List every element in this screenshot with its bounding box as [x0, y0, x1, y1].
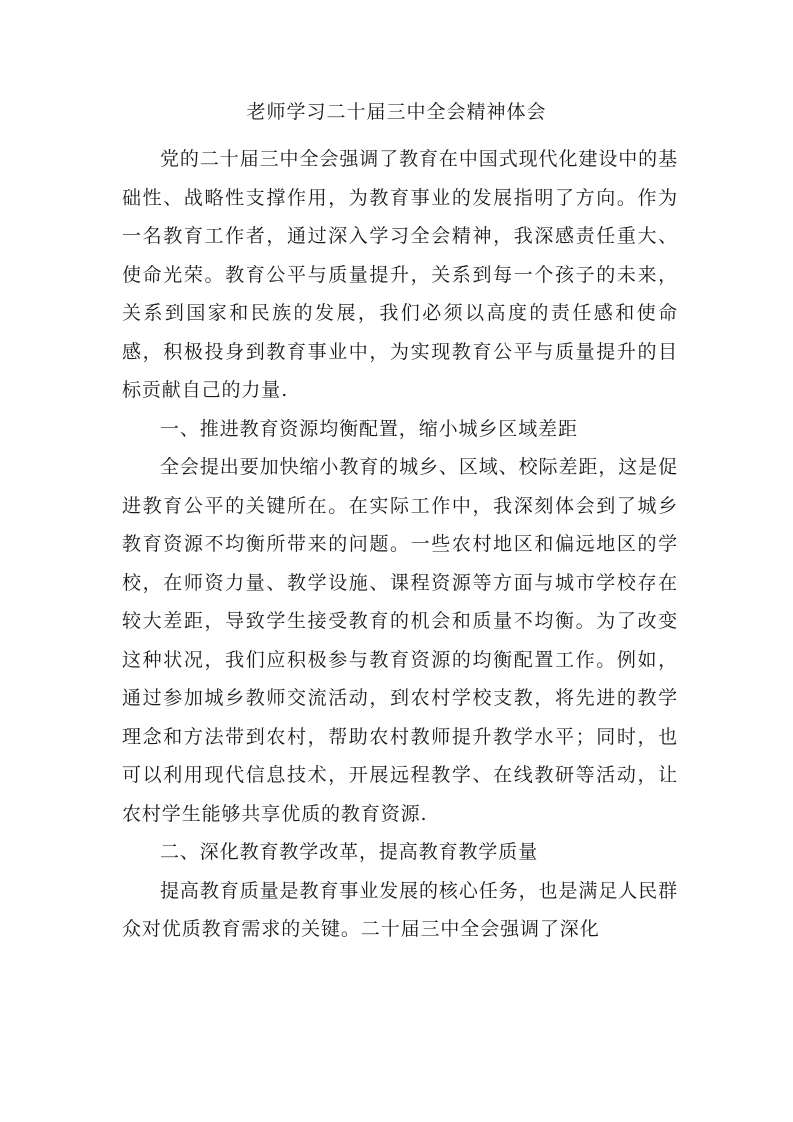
document-body	[122, 140, 678, 949]
section-heading-1: 一、推进教育资源均衡配置，缩小城乡区域差距	[160, 417, 578, 440]
intro-paragraph: 党的二十届三中全会强调了教育在中国式现代化建设中的基础性、战略性支撑作用，为教育事业的发展指明了方向。作为一名教育工作者，通过深入学习全会精神，我深感责任重大、使命光荣。教育公平与质量提升，关系到每一个孩子的未来，关系到国家和民族的发展，我们必须以高度的责任感和使命感，积极投身到教育事业中，为实现教育公平与质量提升的目标贡献自己的力量.	[122, 148, 678, 401]
section-1-paragraph: 全会提出要加快缩小教育的城乡、区域、校际差距，这是促进教育公平的关键所在。在实际工作中，我深刻体会到了城乡教育资源不均衡所带来的问题。一些农村地区和偏远地区的学校，在师资力量、教学设施、课程资源等方面与城市学校存在较大差距，导致学生接受教育的机会和质量不均衡。为了改变这种状况，我们应积极参与教育资源的均衡配置工作。例如，通过参加城乡教师交流活动，到农村学校支教，将先进的教学理念和方法带到农村，帮助农村教师提升教学水平；同时，也可以利用现代信息技术，开展远程教学、在线教研等活动，让农村学生能够共享优质的教育资源.	[122, 456, 678, 825]
section-2-paragraph: 提高教育质量是教育事业发展的核心任务，也是满足人民群众对优质教育需求的关键。二十届三中全会强调了深化	[122, 879, 678, 940]
document-title: 老师学习二十届三中全会精神体会	[246, 101, 547, 123]
section-heading-2: 二、深化教育教学改革，提高教育教学质量	[160, 841, 539, 863]
